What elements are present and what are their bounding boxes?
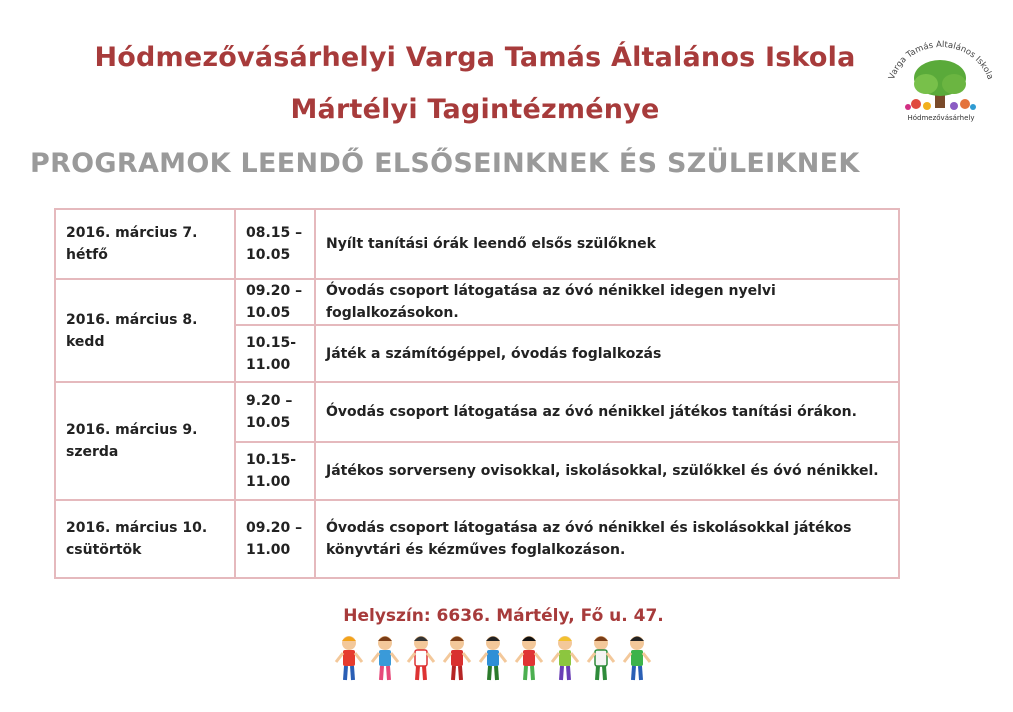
logo-bottom-text: Hódmezővásárhely bbox=[907, 114, 975, 122]
time-cell: 9.20 – 10.05 bbox=[235, 382, 315, 442]
time-cell: 09.20 – 11.00 bbox=[235, 500, 315, 578]
child-figure bbox=[336, 636, 362, 680]
date-cell: 2016. március 7. hétfő bbox=[55, 209, 235, 279]
logo-arc-text: Varga Tamás Általános Iskola bbox=[887, 40, 995, 82]
child-figure bbox=[372, 636, 398, 680]
time-cell: 10.15- 11.00 bbox=[235, 442, 315, 500]
event-description: Óvodás csoport látogatása az óvó nénikkel játékos tanítási órákon. bbox=[315, 382, 899, 442]
event-description: Nyílt tanítási órák leendő elsős szülőknek bbox=[315, 209, 899, 279]
event-description: Játékos sorverseny ovisokkal, iskolásokkal, szülőkkel és óvó nénikkel. bbox=[315, 442, 899, 500]
schedule-table bbox=[54, 208, 900, 579]
event-description: Óvodás csoport látogatása az óvó nénikkel és iskolásokkal játékos könyvtári és kézműves foglalkozáson. bbox=[315, 500, 899, 578]
table-row bbox=[55, 279, 899, 325]
time-cell: 10.15- 11.00 bbox=[235, 325, 315, 382]
table-row bbox=[55, 209, 899, 279]
date-cell: 2016. március 8. kedd bbox=[55, 279, 235, 382]
event-description: Játék a számítógéppel, óvodás foglalkozás bbox=[315, 325, 899, 382]
time-cell: 09.20 – 10.05 bbox=[235, 279, 315, 325]
table-row bbox=[55, 382, 899, 442]
child-figure bbox=[624, 636, 650, 680]
event-description: Óvodás csoport látogatása az óvó nénikkel idegen nyelvi foglalkozásokon. bbox=[315, 279, 899, 325]
children-illustration bbox=[334, 632, 664, 684]
location-text: Helyszín: 6636. Mártély, Fő u. 47. bbox=[343, 606, 664, 626]
date-cell: 2016. március 10. csütörtök bbox=[55, 500, 235, 578]
table-row bbox=[55, 500, 899, 578]
child-figure bbox=[552, 636, 578, 680]
time-cell: 08.15 – 10.05 bbox=[235, 209, 315, 279]
child-figure bbox=[588, 636, 614, 680]
school-logo bbox=[882, 40, 1000, 125]
child-figure bbox=[516, 636, 542, 680]
child-figure bbox=[480, 636, 506, 680]
school-name: Hódmezővásárhelyi Varga Tamás Általános Iskola bbox=[94, 42, 856, 73]
date-cell: 2016. március 9. szerda bbox=[55, 382, 235, 500]
child-figure bbox=[444, 636, 470, 680]
page-subtitle: PROGRAMOK LEENDŐ ELSŐSEINKNEK ÉS SZÜLEIKNEK bbox=[30, 148, 860, 179]
school-branch-name: Mártélyi Tagintézménye bbox=[290, 94, 660, 125]
child-figure bbox=[408, 636, 434, 680]
